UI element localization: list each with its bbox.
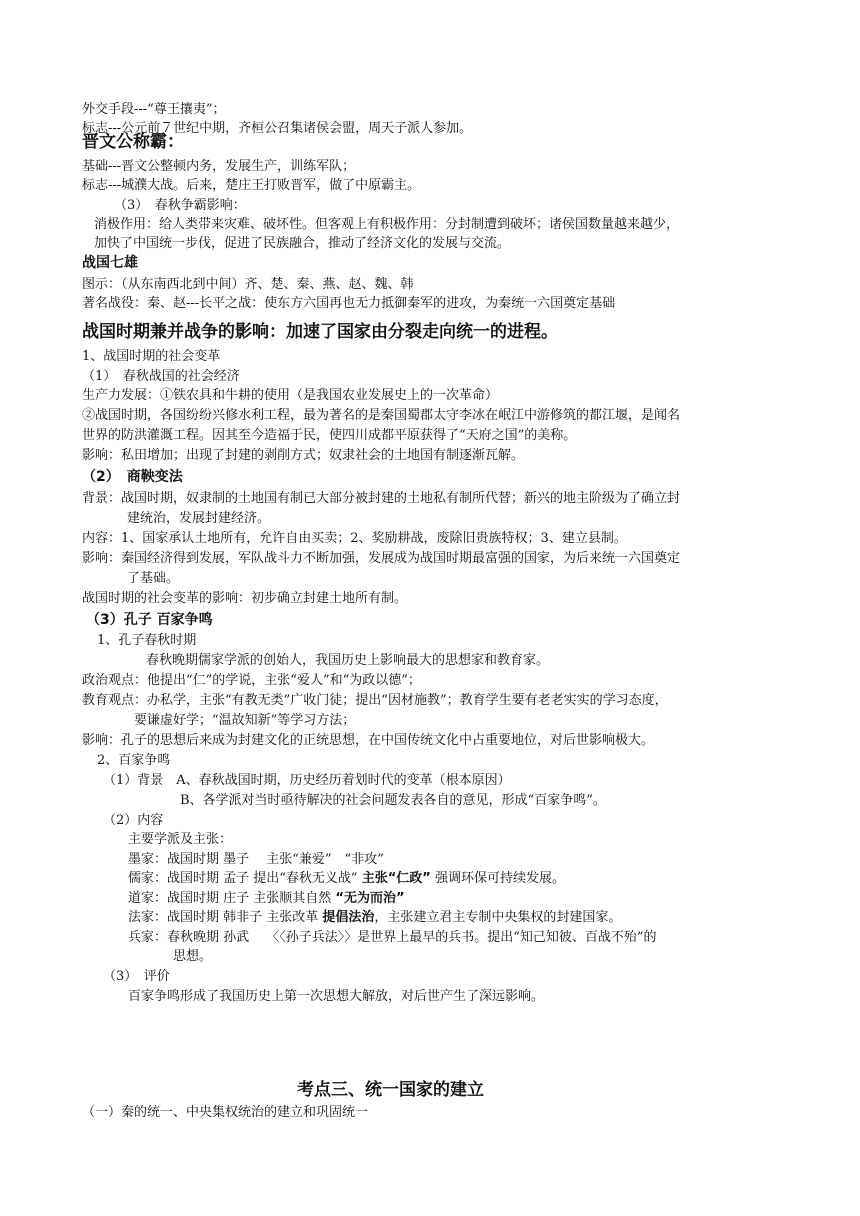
text-line	[128, 909, 621, 927]
text-line: （一）秦的统一、中央集权统治的建立和巩固统一	[82, 1105, 369, 1120]
text-line: 图示：（从东南西北到中间）齐、楚、秦、燕、赵、魏、韩	[82, 277, 414, 292]
text-line: （3） 评价	[103, 969, 170, 984]
text-line: 战国时期的社会变革的影响：初步确立封建土地所有制。	[82, 591, 408, 606]
section-heading: （2） 商鞅变法	[82, 469, 183, 485]
text-line: 影响：秦国经济得到发展，军队战斗力不断加强，发展成为战国时期最富强的国家，为后来统一六国奠定	[82, 551, 681, 566]
section-heading: 考点三、统一国家的建立	[297, 1080, 484, 1100]
text-line: ②战国时期，各国纷纷兴修水利工程，最为著名的是秦国蜀郡太守李冰在岷江中游修筑的都江堰，是闻名	[82, 408, 681, 423]
text-line: 建统治，发展封建经济。	[127, 511, 271, 526]
text-line: 标志---城濮大战。后来，楚庄王打败晋军，做了中原霸主。	[82, 178, 421, 193]
text-line: 百家争鸣形成了我国历史上第一次思想大解放，对后世产生了深远影响。	[128, 989, 545, 1004]
text-line: 春秋晚期儒家学派的创始人，我国历史上影响最大的思想家和教育家。	[146, 653, 550, 668]
text-line: 世界的防洪灌溉工程。因其至今造福于民，使四川成都平原获得了“天府之国”的美称。	[82, 428, 577, 443]
text-line: 墨家：战国时期 墨子 主张“兼爱” “非攻”	[128, 852, 384, 867]
text-line: B、各学派对当时亟待解决的社会问题发表各自的意见，形成“百家争鸣”。	[180, 793, 606, 808]
text-line: 教育观点：办私学，主张“有教无类”广收门徒；提出“因材施教”；教育学生要有老老实实的学习态度，	[82, 693, 668, 708]
bold-text: 主张“仁政”	[361, 871, 431, 886]
text-span: 道家：战国时期 庄子 主张顺其自然	[128, 891, 332, 906]
text-line: 2、百家争鸣	[97, 753, 171, 768]
text-line: 标志---公元前７世纪中期，齐桓公召集诸侯会盟，周天子派人参加。	[82, 121, 473, 136]
text-line: 1、战国时期的社会变革	[82, 349, 221, 364]
text-line: （3） 春秋争霸影响：	[114, 198, 246, 213]
text-line: （1）背景 A、春秋战国时期，历史经历着划时代的变革（根本原因）	[103, 773, 511, 788]
text-line: 主要学派及主张：	[128, 832, 233, 847]
text-line: 1、孔子春秋时期	[97, 633, 197, 648]
text-span: 法家：战国时期 韩非子 主张改革	[128, 910, 319, 925]
section-heading: （3）孔子 百家争鸣	[86, 612, 213, 628]
text-line: 基础---晋文公整顿内务，发展生产，训练军队；	[82, 159, 356, 174]
text-line: 思想。	[173, 949, 213, 964]
text-line: 政治观点：他提出“仁”的学说，主张“爱人”和“为政以德”；	[82, 673, 421, 688]
text-line: 背景：战国时期，奴隶制的土地国有制已大部分被封建的土地私有制所代替；新兴的地主阶级为了确立封	[82, 491, 681, 506]
text-line: （2）内容	[103, 813, 164, 828]
text-line: 消极作用：给人类带来灾难、破坏性。但客观上有积极作用：分封制遭到破坏；诸侯国数量越来越少，	[94, 217, 680, 232]
text-line: 了基础。	[127, 571, 180, 586]
text-line	[128, 870, 565, 888]
text-line: 著名战役：秦、赵---长平之战：使东方六国再也无力抵御秦军的进攻，为秦统一六国奠定基础	[82, 296, 616, 311]
text-span: 儒家：战国时期 孟子 提出“春秋无义战”	[128, 871, 358, 886]
text-line: （1） 春秋战国的社会经济	[82, 369, 240, 384]
section-heading: 战国时期兼并战争的影响：加速了国家由分裂走向统一的进程。	[82, 322, 558, 342]
text-span: ，主张建立君主专制中央集权的封建国家。	[374, 910, 622, 925]
text-line: 内容：1、国家承认土地所有，允许自由买卖；2、奖励耕战，废除旧贵族特权；3、建立县制。	[82, 531, 627, 546]
text-line: 要谦虚好学；“温故知新”等学习方法；	[134, 713, 356, 728]
text-line: 影响：孔子的思想后来成为封建文化的正统思想，在中国传统文化中占重要地位，对后世影响极大。	[82, 733, 655, 748]
text-line: 外交手段---“尊王攘夷”；	[82, 102, 226, 117]
text-line: 兵家：春秋晚期 孙武 〈〈孙子兵法〉〉是世界上最早的兵书。提出“知己知彼、百战不殆”的	[128, 930, 657, 945]
bold-text: “无为而治”	[335, 891, 405, 906]
text-line: 影响：私田增加；出现了封建的剥削方式；奴隶社会的土地国有制逐渐瓦解。	[82, 448, 525, 463]
text-span: 强调环保可持续发展。	[434, 871, 565, 886]
section-heading: 战国七雄	[82, 255, 138, 271]
bold-text: 提倡法治	[322, 910, 375, 925]
text-line: 生产力发展：①铁农具和牛耕的使用（是我国农业发展史上的一次革命）	[82, 388, 499, 403]
text-line: 加快了中国统一步伐，促进了民族融合，推动了经济文化的发展与交流。	[94, 236, 511, 251]
section-heading: 晋文公称霸：	[82, 132, 184, 152]
text-line	[128, 890, 405, 908]
